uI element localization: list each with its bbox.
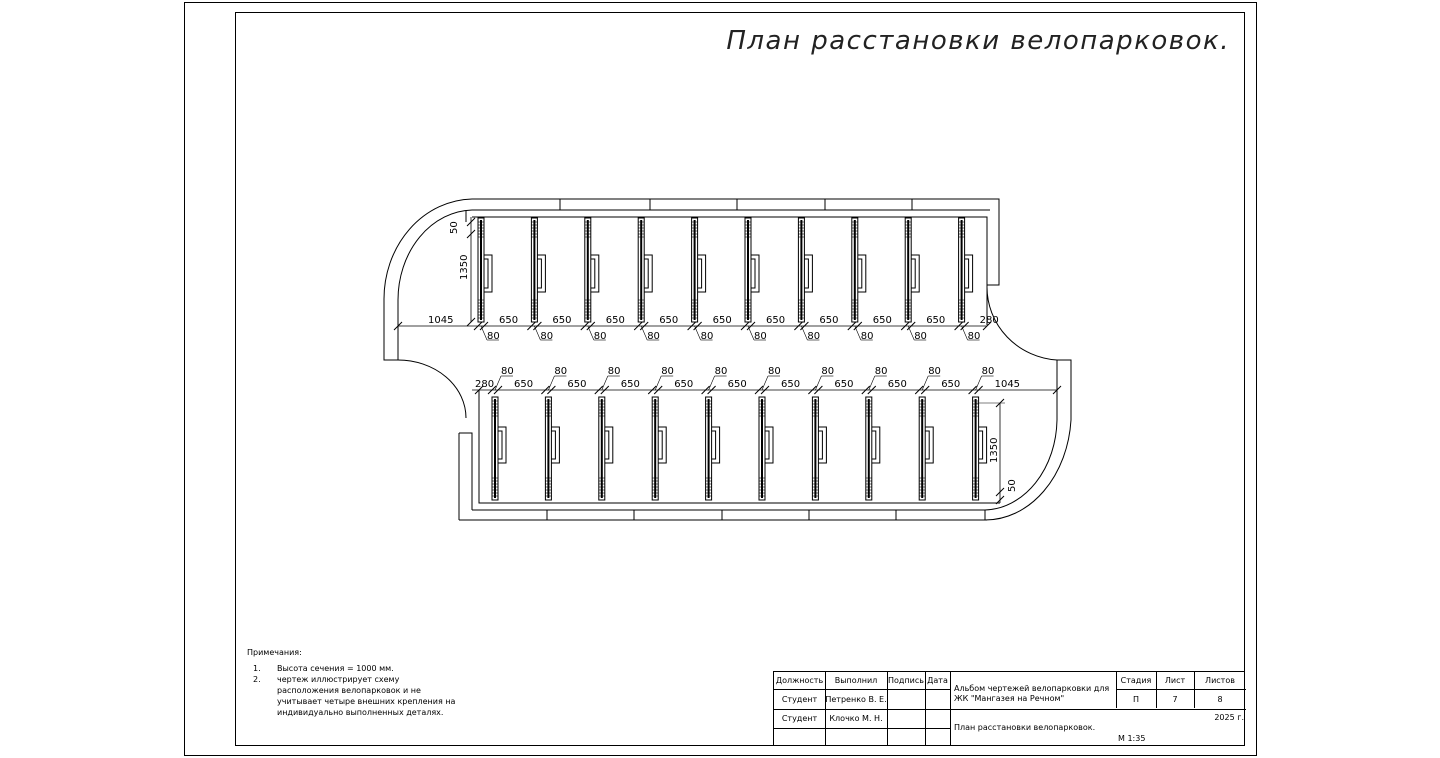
- bike-rack: [599, 397, 613, 500]
- dimension-rail: 80: [914, 331, 927, 342]
- drawing-title: План расстановки велопарковок.: [726, 26, 1230, 56]
- dimension-offset-row1: 50: [449, 221, 460, 234]
- bike-rack: [759, 397, 773, 500]
- dimension-spacing: 650: [552, 315, 572, 326]
- dimension-offset-row2: 50: [1007, 479, 1018, 492]
- rack-loop-inner: [925, 431, 929, 459]
- stamp-header-signature: Подпись: [888, 676, 924, 685]
- dimension-start-row2: 280: [475, 379, 495, 390]
- rack-loop-inner: [979, 431, 983, 459]
- plan-wall-mid-curve-left: [398, 360, 466, 418]
- bike-rack: [478, 218, 492, 322]
- dimension-rail: 80: [593, 331, 607, 342]
- bike-rack: [545, 397, 559, 500]
- note-item: 2. чертеж иллюстрирует схему расположения велопарковок и не учитывает четыре внешних крепления на индивидуально выполненных деталях.: [253, 675, 456, 717]
- dimension-rail: 80: [487, 331, 500, 342]
- rack-loop-inner: [872, 431, 876, 459]
- rack-loop-inner: [591, 259, 595, 288]
- dimension-rail: 80: [928, 366, 941, 377]
- dimension-rail: 80: [807, 331, 821, 342]
- dimension-rail: 80: [540, 331, 554, 342]
- rack-row-2: [492, 397, 987, 500]
- bike-rack: [492, 397, 506, 500]
- rack-loop-inner: [658, 431, 662, 459]
- stamp-header-position: Должность: [775, 676, 824, 685]
- rack-loop-inner: [698, 259, 702, 288]
- dimension-rail: 80: [768, 366, 781, 377]
- dimension-spacing: 650: [781, 379, 801, 390]
- rack-loop-inner: [551, 431, 555, 459]
- rack-loop-inner: [605, 431, 609, 459]
- rack-loop-inner: [858, 259, 862, 288]
- stamp-stage-label: Стадия: [1120, 676, 1152, 685]
- bike-rack: [812, 397, 826, 500]
- dimension-rail: 80: [554, 366, 568, 377]
- dimension-spacing: 650: [605, 315, 625, 326]
- dimension-spacing: 650: [514, 379, 534, 390]
- dimension-rail: 80: [607, 366, 621, 377]
- bike-rack: [959, 218, 973, 322]
- stamp-header-date: Дата: [927, 676, 948, 685]
- stamp-row-position: Студент: [781, 714, 818, 723]
- stamp-row-name: Петренко В. Е.: [825, 694, 887, 704]
- rack-loop-inner: [965, 259, 969, 288]
- bike-rack: [585, 218, 599, 322]
- dimension-rail: 80: [661, 366, 674, 377]
- dimension-rail: 80: [981, 366, 995, 377]
- bike-rack: [706, 397, 720, 500]
- dimension-spacing: 650: [499, 315, 519, 326]
- bike-rack: [745, 218, 759, 322]
- rack-loop-inner: [765, 431, 769, 459]
- dimension-spacing: 650: [819, 315, 839, 326]
- stamp-drawing-name: План расстановки велопарковок.: [954, 722, 1096, 732]
- dimension-spacing: 650: [659, 315, 679, 326]
- dimension-rail: 80: [967, 331, 981, 342]
- rack-loop-inner: [804, 259, 808, 288]
- bike-rack: [638, 218, 652, 322]
- dimension-start-row1: 1045: [428, 315, 454, 326]
- dimension-rail: 80: [860, 331, 874, 342]
- dimension-spacing: 650: [674, 379, 694, 390]
- bike-rack: [531, 218, 545, 322]
- dimension-depth-row2: 1350: [989, 437, 1000, 463]
- notes-block: [247, 647, 462, 718]
- bike-rack: [852, 218, 866, 322]
- dimension-rail: 80: [714, 366, 728, 377]
- bike-rack: [919, 397, 933, 500]
- stamp-year: 2025 г.: [1214, 712, 1244, 722]
- rack-row-1: [478, 218, 973, 322]
- dimension-rail: 80: [874, 366, 888, 377]
- plan-wall-top-right: [987, 199, 999, 285]
- dimension-rail: 80: [821, 366, 835, 377]
- bike-rack: [973, 397, 987, 500]
- stamp-scale: М 1:35: [1118, 734, 1146, 743]
- stamp-sheet-label: Лист: [1164, 676, 1186, 685]
- stamp-sheet-value: 7: [1172, 694, 1178, 704]
- plan-wall-bottom-left: [459, 433, 472, 520]
- stamp-stage-value: П: [1132, 694, 1139, 704]
- rack-loop-inner: [537, 259, 541, 288]
- dimension-spacing: 650: [926, 315, 946, 326]
- dimension-spacing: 280: [979, 315, 999, 326]
- dimension-spacing: 1045: [994, 379, 1021, 390]
- dimension-spacing: 650: [834, 379, 854, 390]
- rack-loop-inner: [644, 259, 648, 288]
- title-block-stamp: [773, 671, 1245, 746]
- bike-rack: [692, 218, 706, 322]
- dimension-rail: 80: [700, 331, 714, 342]
- note-item: 1. Высота сечения = 1000 мм.: [253, 664, 394, 673]
- dimension-rail: 80: [501, 366, 514, 377]
- rack-loop-inner: [751, 259, 755, 288]
- bike-rack: [652, 397, 666, 500]
- dimension-spacing: 650: [941, 379, 961, 390]
- dimension-spacing: 650: [887, 379, 907, 390]
- dimension-depth-row1: 1350: [459, 254, 470, 280]
- dimension-spacing: 650: [727, 379, 747, 390]
- bike-rack: [866, 397, 880, 500]
- rack-loop-inner: [498, 431, 502, 459]
- bike-rack: [905, 218, 919, 322]
- notes-heading: Примечания:: [247, 648, 302, 657]
- stamp-header-performed: Выполнил: [834, 676, 878, 685]
- dimension-rail: 80: [647, 331, 660, 342]
- dimension-spacing: 650: [567, 379, 587, 390]
- stamp-row-position: Студент: [781, 694, 818, 704]
- rack-loop-inner: [911, 259, 915, 288]
- rack-loop-inner: [712, 431, 716, 459]
- rack-loop-inner: [818, 431, 822, 459]
- bike-rack: [798, 218, 812, 322]
- stamp-album-title: Альбом чертежей велопарковки для ЖК "Мангазея на Речном": [954, 684, 1110, 703]
- stamp-sheets-label: Листов: [1205, 676, 1235, 685]
- dimension-spacing: 650: [872, 315, 892, 326]
- dimension-rail: 80: [754, 331, 767, 342]
- dimension-spacing: 650: [766, 315, 786, 326]
- dimension-spacing: 650: [712, 315, 732, 326]
- dimension-spacing: 650: [620, 379, 640, 390]
- rack-loop-inner: [484, 259, 488, 288]
- stamp-sheets-value: 8: [1217, 694, 1223, 704]
- stamp-row-name: Клочко М. Н.: [829, 714, 883, 723]
